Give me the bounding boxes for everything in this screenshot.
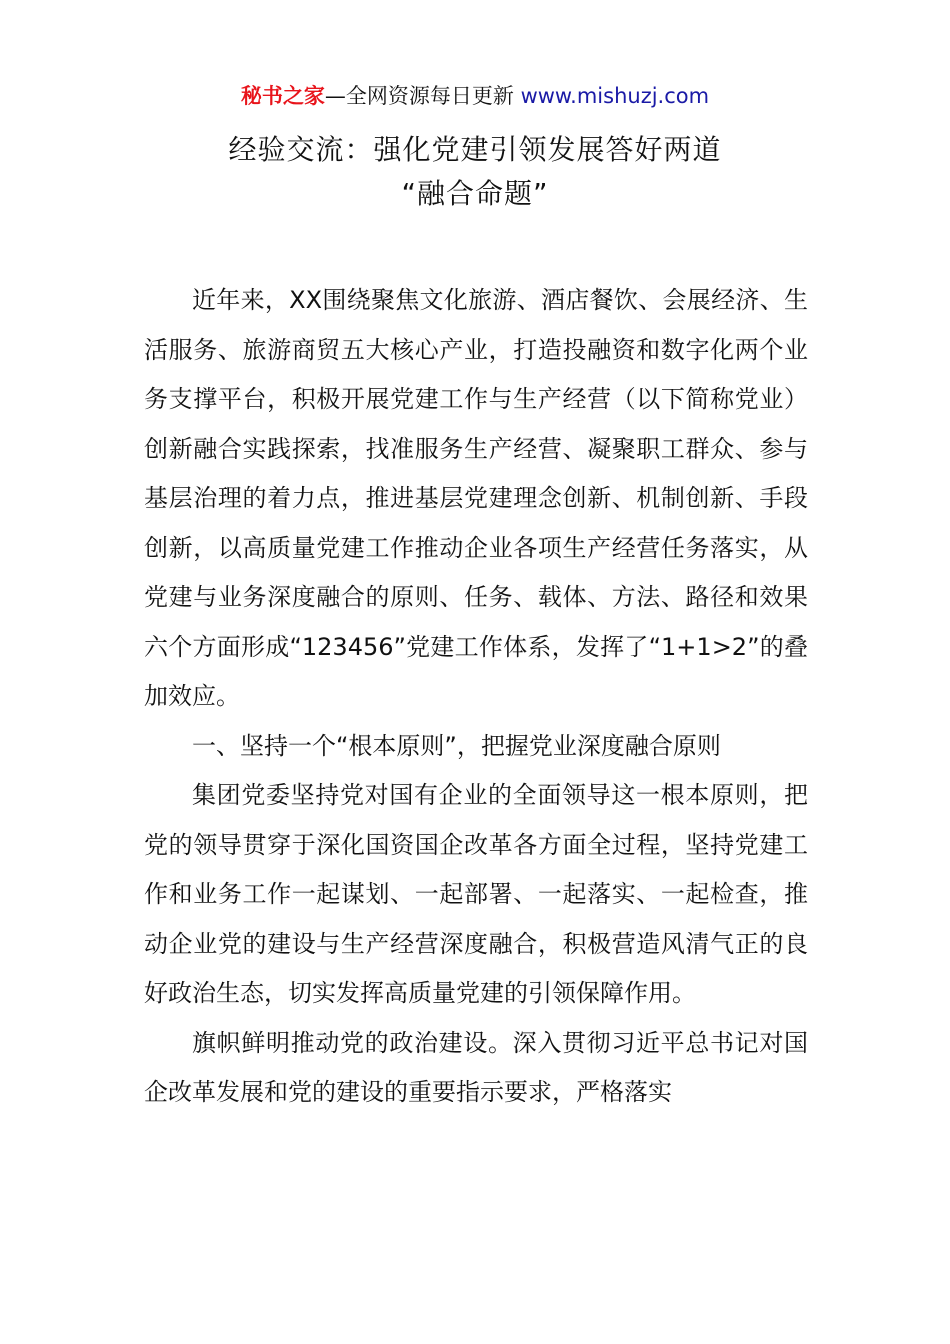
body-paragraph-principle: 集团党委坚持党对国有企业的全面领导这一根本原则，把党的领导贯穿于深化国资国企改革各方面全过程，坚持党建工作和业务工作一起谋划、一起部署、一起落实、一起检查，推动企业党的建设与生产经营深度融合，积极营造风清气正的良好政治生态，切实发挥高质量党建的引领保障作用。: [144, 781, 808, 1007]
section-heading-1: 一、坚持一个“根本原则”，把握党业深度融合原则: [192, 731, 721, 760]
site-tagline: —全网资源每日更新: [324, 84, 521, 108]
body-paragraph-political: 旗帜鲜明推动党的政治建设。深入贯彻习近平总书记对国企改革发展和党的建设的重要指示要求，严格落实: [144, 1028, 808, 1106]
site-header: [0, 80, 950, 112]
document-title-line-2: “融合命题”: [401, 177, 549, 210]
body-paragraph-intro: 近年来，XX围绕聚焦文化旅游、酒店餐饮、会展经济、生活服务、旅游商贸五大核心产业，打造投融资和数字化两个业务支撑平台，积极开展党建工作与生产经营（以下简称党业）创新融合实践探索，找准服务生产经营、凝聚职工群众、参与基层治理的着力点，推进基层党建理念创新、机制创新、手段创新，以高质量党建工作推动企业各项生产经营任务落实，从党建与业务深度融合的原则、任务、载体、方法、路径和效果六个方面形成“123456”党建工作体系，发挥了“1+1>2”的叠加效应。: [144, 286, 808, 710]
document-title: [0, 128, 950, 216]
site-url-link[interactable]: www.mishuzj.com: [520, 84, 710, 108]
site-brand: 秘书之家: [240, 84, 325, 108]
document-body: [144, 276, 808, 1118]
document-title-line-1: 经验交流：强化党建引领发展答好两道: [228, 133, 722, 166]
